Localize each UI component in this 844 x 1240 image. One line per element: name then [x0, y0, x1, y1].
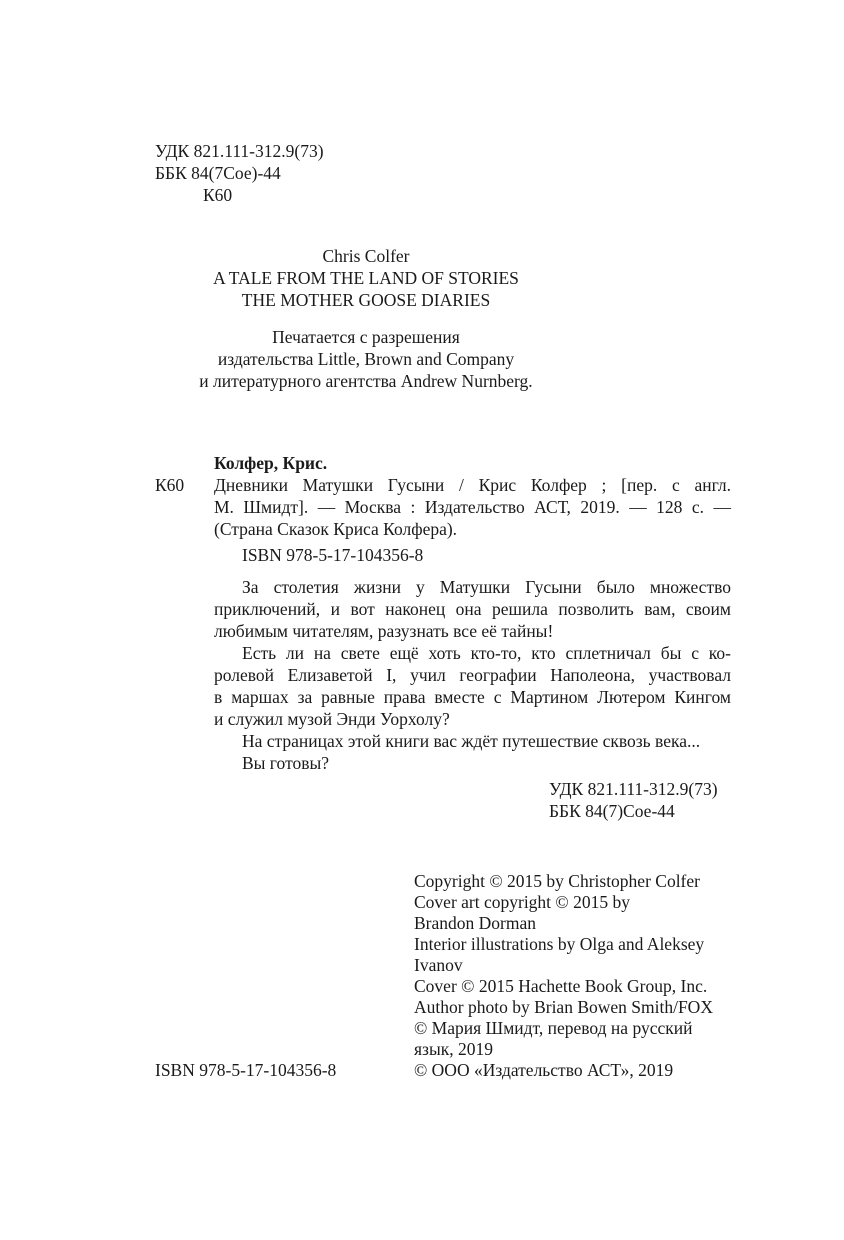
annotation-line: Вы готовы? [242, 753, 330, 773]
catalog-description [214, 474, 731, 540]
permission-line: и литературного агентства Andrew Nurnberg. [199, 371, 533, 391]
udk-code: УДК 821.111-312.9(73) [155, 141, 324, 161]
annotation-line: ролевой Елизаветой I, учил географии Наполеона, участвовал [214, 665, 731, 685]
copyright-line: © Мария Шмидт, перевод на русский [414, 1018, 693, 1038]
annotation-line: На страницах этой книги вас ждёт путешествие сквозь века... [242, 731, 701, 751]
copyright-line: Copyright © 2015 by Christopher Colfer [414, 871, 700, 891]
copyright-line: © ООО «Издательство АСТ», 2019 [414, 1060, 674, 1080]
bbk-code: ББК 84(7)Сое-44 [549, 801, 675, 821]
udk-code: УДК 821.111-312.9(73) [549, 779, 718, 799]
annotation-line: и служил музой Энди Уорхолу? [214, 709, 450, 729]
catalog-isbn: ISBN 978-5-17-104356-8 [242, 545, 424, 565]
original-title-block [56, 245, 676, 311]
permission-note [56, 326, 676, 392]
copyright-line: язык, 2019 [414, 1039, 493, 1059]
copyright-line: Author photo by Brian Bowen Smith/FOX [414, 997, 713, 1017]
original-author: Chris Colfer [322, 246, 410, 266]
bottom-isbn: ISBN 978-5-17-104356-8 [155, 1060, 337, 1080]
author-mark: К60 [203, 185, 233, 205]
classification-codes [155, 140, 324, 206]
copyright-block [414, 870, 713, 1080]
classification-codes-right [549, 778, 718, 822]
book-title: THE MOTHER GOOSE DIARIES [241, 290, 491, 310]
permission-line: Печатается с разрешения [272, 327, 460, 347]
catalog-line: Дневники Матушки Гусыни / Крис Колфер ; [пер. с англ. [214, 475, 731, 495]
catalog-author-mark: К60 [155, 475, 185, 495]
catalog-line: (Страна Сказок Криса Колфера). [214, 519, 458, 539]
annotation [214, 576, 731, 774]
copyright-line: Cover art copyright © 2015 by [414, 892, 630, 912]
catalog-author-heading: Колфер, Крис. [214, 453, 328, 473]
annotation-line: Есть ли на свете ещё хоть кто-то, кто сплетничал бы с ко- [242, 643, 731, 663]
copyright-line: Ivanov [414, 955, 463, 975]
annotation-line: приключений, и вот наконец она решила позволить вам, своим [214, 599, 731, 619]
annotation-line: любимым читателям, разузнать все её тайны! [214, 621, 554, 641]
copyright-line: Brandon Dorman [414, 913, 536, 933]
annotation-line: в маршах за равные права вместе с Мартином Лютером Кингом [214, 687, 731, 707]
copyright-line: Cover © 2015 Hachette Book Group, Inc. [414, 976, 708, 996]
catalog-line: М. Шмидт]. — Москва : Издательство АСТ, 2019. — 128 с. — [214, 497, 731, 517]
copyright-line: Interior illustrations by Olga and Aleksey [414, 934, 705, 954]
annotation-line: За столетия жизни у Матушки Гусыни было множество [242, 577, 731, 597]
bbk-code: ББК 84(7Сое)-44 [155, 163, 281, 183]
permission-line: издательства Little, Brown and Company [217, 349, 515, 369]
series-title: A TALE FROM THE LAND OF STORIES [213, 268, 519, 288]
